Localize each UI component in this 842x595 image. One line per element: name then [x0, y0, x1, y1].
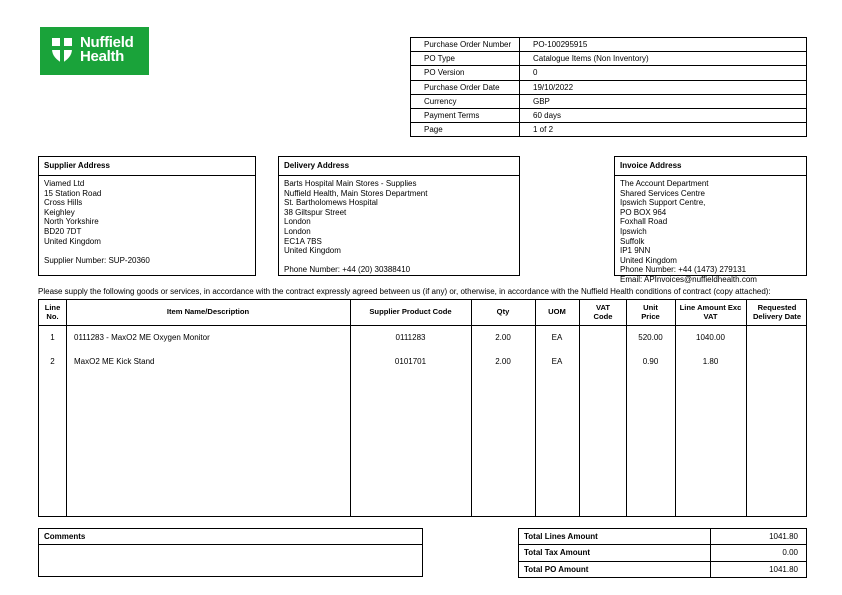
- column-divider: [579, 300, 580, 516]
- brand-line-1: Nuffield: [80, 34, 134, 51]
- comments-title: Comments: [39, 529, 422, 545]
- po-info-label: Purchase Order Number: [411, 38, 520, 52]
- header-unit-price: Unit Price: [641, 303, 660, 321]
- header-item: Item Name/Description: [166, 307, 250, 317]
- brand-line-2: Health: [80, 48, 125, 65]
- cell-uom: EA: [551, 333, 563, 342]
- address-line: EC1A 7BS: [284, 236, 322, 246]
- cell-qty: 2.00: [495, 357, 511, 366]
- comments-box: [38, 528, 423, 577]
- address-line: Ipswich: [620, 226, 647, 236]
- cell-line-amount: 1040.00: [696, 333, 725, 342]
- supplier-number: Supplier Number: SUP-20360: [44, 255, 150, 265]
- po-info-value: 0: [520, 66, 807, 80]
- cell-line-amount: 1.80: [702, 357, 719, 366]
- address-line: Keighley: [44, 207, 75, 217]
- address-line: London: [284, 226, 311, 236]
- po-info-label: PO Type: [411, 52, 520, 66]
- po-info-row: [411, 66, 807, 80]
- header-uom: UOM: [548, 307, 566, 317]
- total-tax-value: 0.00: [711, 545, 807, 561]
- address-line: Ipswich Support Centre,: [620, 198, 706, 208]
- shield-cross-icon: [50, 36, 74, 64]
- address-line: Foxhall Road: [620, 217, 668, 227]
- po-info-row: [411, 52, 807, 66]
- delivery-phone: Phone Number: +44 (20) 30388410: [284, 265, 411, 275]
- header-line-no: Line No.: [44, 303, 61, 321]
- delivery-address-title: Delivery Address: [279, 157, 519, 176]
- cell-supplier-code: 0111283: [395, 333, 426, 342]
- address-line: 38 Giltspur Street: [284, 207, 347, 217]
- total-po-value: 1041.80: [711, 561, 807, 577]
- supplier-address-lines: [39, 176, 255, 268]
- invoice-address-title: Invoice Address: [615, 157, 806, 176]
- po-info-value: 1 of 2: [520, 123, 807, 137]
- po-info-value: 19/10/2022: [520, 80, 807, 94]
- cell-unit-price: 0.90: [642, 357, 659, 366]
- header-requested-date: Requested Delivery Date: [752, 303, 802, 321]
- cell-line-no: 1: [50, 333, 55, 342]
- address-line: United Kingdom: [44, 236, 101, 246]
- invoice-address-lines: [615, 176, 806, 288]
- totals-row: [519, 545, 807, 561]
- invoice-address-box: [614, 156, 807, 284]
- po-info-row: [411, 108, 807, 122]
- column-divider: [746, 300, 747, 516]
- address-line: Shared Services Centre: [620, 188, 705, 198]
- invoice-email: Email: APInvoices@nuffieldhealth.com: [620, 274, 757, 284]
- address-line: The Account Department: [620, 179, 709, 188]
- cell-qty: 2.00: [495, 333, 511, 342]
- po-info-label: PO Version: [411, 66, 520, 80]
- po-info-row: [411, 123, 807, 137]
- totals-table: [518, 528, 807, 578]
- address-line: 15 Station Road: [44, 188, 102, 198]
- header-line-amount: Line Amount Exc VAT: [679, 303, 742, 321]
- cell-unit-price: 520.00: [638, 333, 663, 342]
- address-line: London: [284, 217, 311, 227]
- address-line: Cross Hills: [44, 198, 83, 208]
- cell-line-no: 2: [50, 357, 55, 366]
- address-line: Viamed Ltd: [44, 179, 85, 188]
- address-line: St. Bartholomews Hospital: [284, 198, 378, 208]
- delivery-address-box: [278, 156, 520, 276]
- supply-terms-note: Please supply the following goods or services, in accordance with the contract expressly agreed between us (if any) or, otherwise, in accordance with the Nuffield Health conditions of contract (copy attached):: [38, 287, 771, 296]
- address-line: IP1 9NN: [620, 246, 651, 256]
- po-info-row: [411, 94, 807, 108]
- po-info-label: Payment Terms: [411, 108, 520, 122]
- brand-name: [80, 36, 133, 64]
- nuffield-health-logo: [40, 27, 149, 75]
- totals-row: [519, 561, 807, 577]
- order-lines-table: [38, 299, 807, 517]
- total-lines-label: Total Lines Amount: [519, 529, 711, 545]
- invoice-phone: Phone Number: +44 (1473) 279131: [620, 265, 747, 275]
- po-info-value: Catalogue Items (Non Inventory): [520, 52, 807, 66]
- address-line: BD20 7DT: [44, 226, 82, 236]
- po-info-row: [411, 80, 807, 94]
- address-line: [284, 256, 514, 266]
- total-tax-label: Total Tax Amount: [519, 545, 711, 561]
- address-line: [44, 246, 250, 256]
- cell-item: MaxO2 ME Kick Stand: [74, 357, 155, 366]
- po-info-value: PO-100295915: [520, 38, 807, 52]
- address-line: United Kingdom: [620, 255, 677, 265]
- po-info-label: Page: [411, 123, 520, 137]
- delivery-address-lines: [279, 176, 519, 278]
- po-info-row: [411, 38, 807, 52]
- address-line: Nuffield Health, Main Stores Department: [284, 188, 428, 198]
- totals-row: [519, 529, 807, 545]
- address-line: North Yorkshire: [44, 217, 99, 227]
- column-divider: [66, 300, 67, 516]
- supplier-address-title: Supplier Address: [39, 157, 255, 176]
- address-line: Suffolk: [620, 236, 645, 246]
- po-info-label: Purchase Order Date: [411, 80, 520, 94]
- po-info-table: [410, 37, 807, 137]
- cell-item: 0111283 - MaxO2 ME Oxygen Monitor: [74, 333, 210, 342]
- po-info-value: 60 days: [520, 108, 807, 122]
- address-line: United Kingdom: [284, 246, 341, 256]
- cell-uom: EA: [551, 357, 563, 366]
- comments-text: [39, 545, 422, 551]
- po-info-value: GBP: [520, 94, 807, 108]
- cell-supplier-code: 0101701: [394, 357, 427, 366]
- total-po-label: Total PO Amount: [519, 561, 711, 577]
- address-line: PO BOX 964: [620, 207, 667, 217]
- address-line: Barts Hospital Main Stores - Supplies: [284, 179, 417, 188]
- po-info-label: Currency: [411, 94, 520, 108]
- header-supplier-code: Supplier Product Code: [369, 307, 452, 317]
- supplier-address-box: [38, 156, 256, 276]
- header-vat-code: VAT Code: [593, 303, 613, 321]
- total-lines-value: 1041.80: [711, 529, 807, 545]
- header-qty: Qty: [496, 307, 510, 317]
